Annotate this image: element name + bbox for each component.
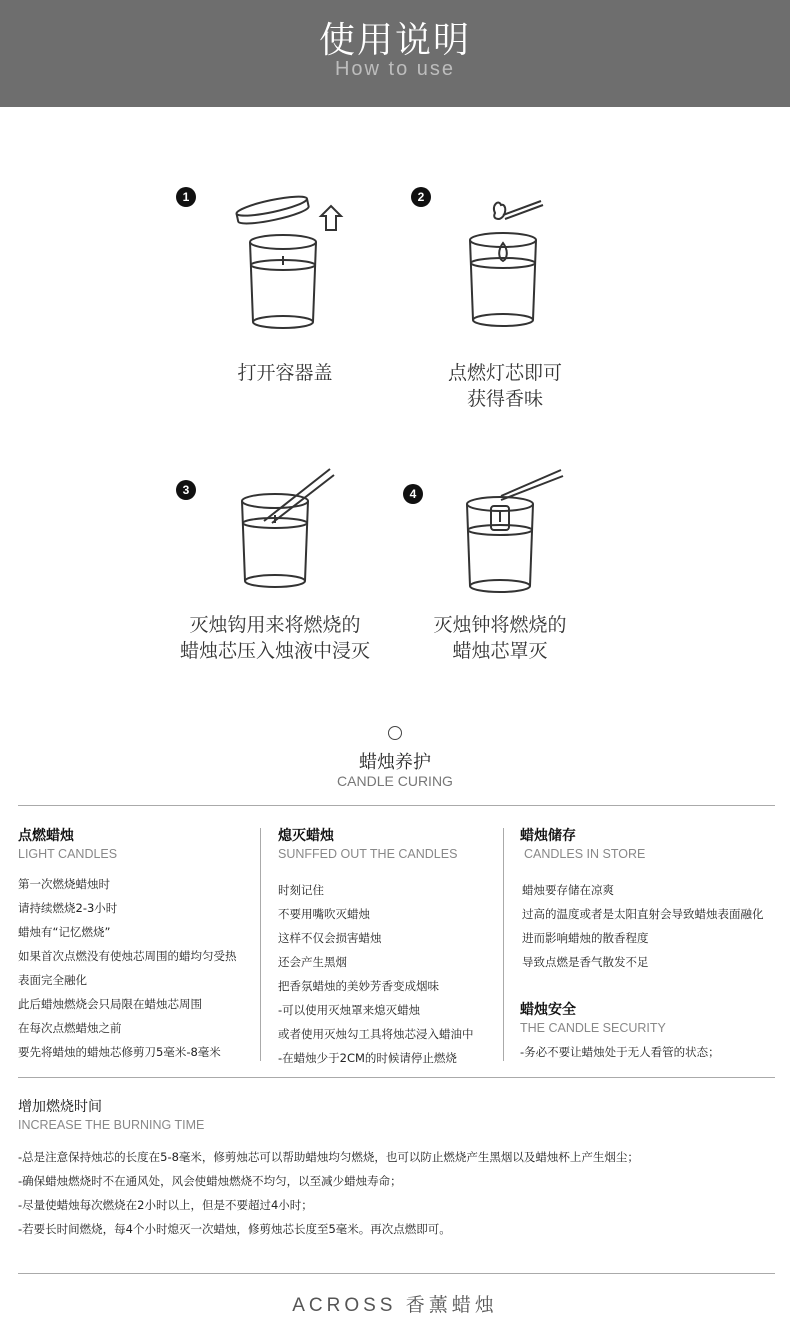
page-title: 使用说明 [318,20,471,61]
text-line: 过高的温度或者是太阳直射会导致蜡烛表面融化 [522,907,764,921]
text-line: 如果首次点燃没有使烛芯周围的蜡均匀受热 [18,949,237,963]
step-4-illustration [455,466,570,601]
text-line: 不要用嘴吹灭蜡烛 [278,907,370,921]
text-line: 还会产生黑烟 [278,955,347,969]
text-line: -尽量使蜡烛每次燃烧在2小时以上，但是不要超过4小时； [18,1198,313,1212]
step-2-number: 2 [411,187,431,207]
step-4-number: 4 [403,484,423,504]
text-line: -若要长时间燃烧，每4个小时熄灭一次蜡烛，修剪烛芯长度至5毫米。再次点燃即可。 [18,1222,451,1236]
step-3-caption-line-2: 蜡烛芯压入烛液中浸灭 [179,640,370,662]
step-2-caption [425,360,585,412]
lit-candle-icon [455,195,555,335]
burning-time-title: 增加燃烧时间 [18,1099,102,1115]
step-2-caption-line-1: 点燃灯芯即可 [447,362,562,384]
text-line: 蜡烛有“记忆燃烧” [18,925,111,939]
care-title: 蜡烛养护 [359,752,431,773]
step-4-caption-line-1: 灭烛钟将燃烧的 [433,614,567,636]
divider [18,805,775,806]
wick-dipper-icon [230,465,340,595]
header-banner [0,0,790,107]
step-3-number: 3 [176,480,196,500]
text-line: 要先将蜡烛的蜡烛芯修剪刀5毫米-8毫米 [18,1045,221,1059]
text-line: -可以使用灭烛罩来熄灭蜡烛 [278,1003,421,1017]
page-subtitle: How to use [334,58,456,80]
text-line: 或者使用灭烛勾工具将烛芯浸入蜡油中 [278,1027,474,1041]
circle-icon [388,726,402,740]
text-line: 进而影响蜡烛的散香程度 [522,931,649,945]
light-candles-section [18,828,253,1064]
text-line: -务必不要让蜡烛处于无人看管的状态； [520,1045,720,1059]
snuff-candles-subtitle: SUNFFED OUT THE CANDLES [278,847,458,861]
brand-footer: ACROSS 香薰蜡烛 [292,1295,498,1316]
text-line: 表面完全融化 [18,973,87,987]
step-3-caption-line-1: 灭烛钩用来将燃烧的 [189,614,361,636]
step-4-caption-line-2: 蜡烛芯罩灭 [452,640,548,662]
step-2-caption-line-2: 获得香味 [466,388,543,410]
text-line: 把香氛蜡烛的美妙芳香变成烟味 [278,979,439,993]
snuff-candles-title: 熄灭蜡烛 [278,828,334,844]
care-subtitle: CANDLE CURING [337,773,453,789]
store-candles-subtitle: CANDLES IN STORE [524,847,646,861]
step-1-caption: 打开容器盖 [237,362,333,384]
light-candles-subtitle: LIGHT CANDLES [18,847,118,861]
store-candles-section [520,828,782,974]
step-1-number: 1 [176,187,196,207]
text-line: -总是注意保持烛芯的长度在5-8毫米，修剪烛芯可以帮助蜡烛均匀燃烧，也可以防止燃烧产生黑烟以及蜡烛杯上产生烟尘； [18,1150,639,1164]
text-line: 此后蜡烛燃烧会只局限在蜡烛芯周围 [18,997,202,1011]
light-candles-title: 点燃蜡烛 [18,828,74,844]
snuffer-bell-icon [455,466,570,601]
step-3-illustration [230,465,340,595]
text-line: 蜡烛要存储在凉爽 [522,883,614,897]
column-divider [260,828,261,1061]
step-1-illustration [225,190,355,340]
text-line: 请持续燃烧2-3小时 [18,901,118,915]
step-4-caption [420,612,580,664]
text-line: 第一次燃烧蜡烛时 [18,877,110,891]
candle-security-section [520,1002,782,1064]
text-line: 时刻记住 [278,883,324,897]
divider [18,1273,775,1274]
open-lid-icon [225,190,355,340]
store-candles-title: 蜡烛储存 [520,828,576,844]
divider [18,1077,775,1078]
burning-time-section [18,1099,778,1241]
candle-security-subtitle: THE CANDLE SECURITY [520,1021,666,1035]
step-2-illustration [455,195,555,335]
step-3-caption [170,612,380,664]
column-divider [503,828,504,1061]
text-line: 导致点燃是香气散发不足 [522,955,649,969]
text-line: 这样不仅会损害蜡烛 [278,931,382,945]
text-line: 在每次点燃蜡烛之前 [18,1021,122,1035]
snuff-candles-section [278,828,493,1070]
text-line: -确保蜡烛燃烧时不在通风处，风会使蜡烛燃烧不均匀，以至减少蜡烛寿命； [18,1174,402,1188]
candle-security-title: 蜡烛安全 [520,1002,576,1018]
text-line: -在蜡烛少于2CM的时候请停止燃烧 [278,1051,457,1065]
burning-time-subtitle: INCREASE THE BURNING TIME [18,1118,205,1132]
